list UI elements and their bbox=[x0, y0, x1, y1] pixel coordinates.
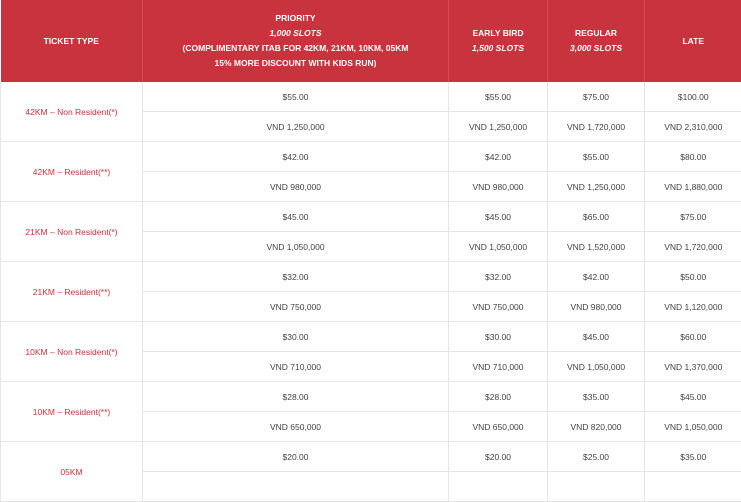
header-late bbox=[645, 0, 741, 82]
price-regular bbox=[548, 472, 645, 502]
price-late: $80.00 bbox=[645, 142, 741, 172]
price-late: $50.00 bbox=[645, 262, 741, 292]
price-early-bird: VND 1,050,000 bbox=[449, 232, 548, 262]
price-early-bird: $20.00 bbox=[449, 442, 548, 472]
table-row-usd bbox=[1, 442, 741, 472]
price-regular: VND 820,000 bbox=[548, 412, 645, 442]
price-regular: VND 980,000 bbox=[548, 292, 645, 322]
priority-slots: 1,000 SLOTS bbox=[147, 26, 444, 41]
price-late: VND 1,370,000 bbox=[645, 352, 741, 382]
price-priority: $45.00 bbox=[143, 202, 449, 232]
price-early-bird: $32.00 bbox=[449, 262, 548, 292]
table-row-usd bbox=[1, 322, 741, 352]
price-priority: VND 1,250,000 bbox=[143, 112, 449, 142]
ticket-type-label: 42KM – Non Resident(*) bbox=[1, 82, 143, 142]
price-priority: VND 980,000 bbox=[143, 172, 449, 202]
price-early-bird: VND 750,000 bbox=[449, 292, 548, 322]
priority-note-2: 15% MORE DISCOUNT WITH KIDS RUN) bbox=[147, 56, 444, 71]
price-priority bbox=[143, 472, 449, 502]
price-regular: $55.00 bbox=[548, 142, 645, 172]
table-header-row bbox=[1, 0, 741, 82]
price-early-bird: VND 650,000 bbox=[449, 412, 548, 442]
price-priority: $30.00 bbox=[143, 322, 449, 352]
price-late: VND 1,050,000 bbox=[645, 412, 741, 442]
price-priority: $20.00 bbox=[143, 442, 449, 472]
ticket-type-label: 21KM – Resident(**) bbox=[1, 262, 143, 322]
price-priority: $32.00 bbox=[143, 262, 449, 292]
price-regular: $65.00 bbox=[548, 202, 645, 232]
early-bird-slots: 1,500 SLOTS bbox=[453, 41, 543, 56]
price-late bbox=[645, 472, 741, 502]
price-priority: VND 710,000 bbox=[143, 352, 449, 382]
table-row-usd bbox=[1, 202, 741, 232]
price-regular: $45.00 bbox=[548, 322, 645, 352]
price-priority: VND 650,000 bbox=[143, 412, 449, 442]
ticket-type-label: 05KM bbox=[1, 442, 143, 502]
price-late: VND 1,720,000 bbox=[645, 232, 741, 262]
price-early-bird: VND 980,000 bbox=[449, 172, 548, 202]
price-regular: VND 1,050,000 bbox=[548, 352, 645, 382]
price-priority: $28.00 bbox=[143, 382, 449, 412]
table-row-usd bbox=[1, 382, 741, 412]
price-priority: VND 750,000 bbox=[143, 292, 449, 322]
price-early-bird: VND 1,250,000 bbox=[449, 112, 548, 142]
price-early-bird: $30.00 bbox=[449, 322, 548, 352]
header-early-bird bbox=[449, 0, 548, 82]
ticket-type-label: 42KM – Resident(**) bbox=[1, 142, 143, 202]
price-late: VND 1,120,000 bbox=[645, 292, 741, 322]
price-regular: VND 1,720,000 bbox=[548, 112, 645, 142]
price-priority: $55.00 bbox=[143, 82, 449, 112]
price-priority: $42.00 bbox=[143, 142, 449, 172]
priority-title: PRIORITY bbox=[147, 11, 444, 26]
regular-title: REGULAR bbox=[552, 26, 640, 41]
priority-note-1: (COMPLIMENTARY ITAB FOR 42KM, 21KM, 10KM, 05KM bbox=[147, 41, 444, 56]
regular-slots: 3,000 SLOTS bbox=[552, 41, 640, 56]
ticket-type-label: 10KM – Non Resident(*) bbox=[1, 322, 143, 382]
price-regular: $42.00 bbox=[548, 262, 645, 292]
price-regular: VND 1,520,000 bbox=[548, 232, 645, 262]
price-regular: $25.00 bbox=[548, 442, 645, 472]
price-late: $100.00 bbox=[645, 82, 741, 112]
price-late: VND 1,880,000 bbox=[645, 172, 741, 202]
table-row-usd bbox=[1, 142, 741, 172]
header-ticket-type: TICKET TYPE bbox=[1, 0, 143, 82]
price-early-bird: $55.00 bbox=[449, 82, 548, 112]
price-early-bird: $28.00 bbox=[449, 382, 548, 412]
price-late: $75.00 bbox=[645, 202, 741, 232]
price-late: $35.00 bbox=[645, 442, 741, 472]
header-priority bbox=[143, 0, 449, 82]
ticket-type-label: 10KM – Resident(**) bbox=[1, 382, 143, 442]
ticket-type-label: 21KM – Non Resident(*) bbox=[1, 202, 143, 262]
price-early-bird bbox=[449, 472, 548, 502]
price-regular: VND 1,250,000 bbox=[548, 172, 645, 202]
table-row-usd bbox=[1, 82, 741, 112]
header-regular bbox=[548, 0, 645, 82]
price-late: $45.00 bbox=[645, 382, 741, 412]
early-bird-title: EARLY BIRD bbox=[453, 26, 543, 41]
price-priority: VND 1,050,000 bbox=[143, 232, 449, 262]
price-regular: $35.00 bbox=[548, 382, 645, 412]
price-late: VND 2,310,000 bbox=[645, 112, 741, 142]
price-early-bird: VND 710,000 bbox=[449, 352, 548, 382]
table-row-usd bbox=[1, 262, 741, 292]
price-late: $60.00 bbox=[645, 322, 741, 352]
price-early-bird: $45.00 bbox=[449, 202, 548, 232]
late-title: LATE bbox=[649, 34, 738, 49]
price-early-bird: $42.00 bbox=[449, 142, 548, 172]
price-regular: $75.00 bbox=[548, 82, 645, 112]
